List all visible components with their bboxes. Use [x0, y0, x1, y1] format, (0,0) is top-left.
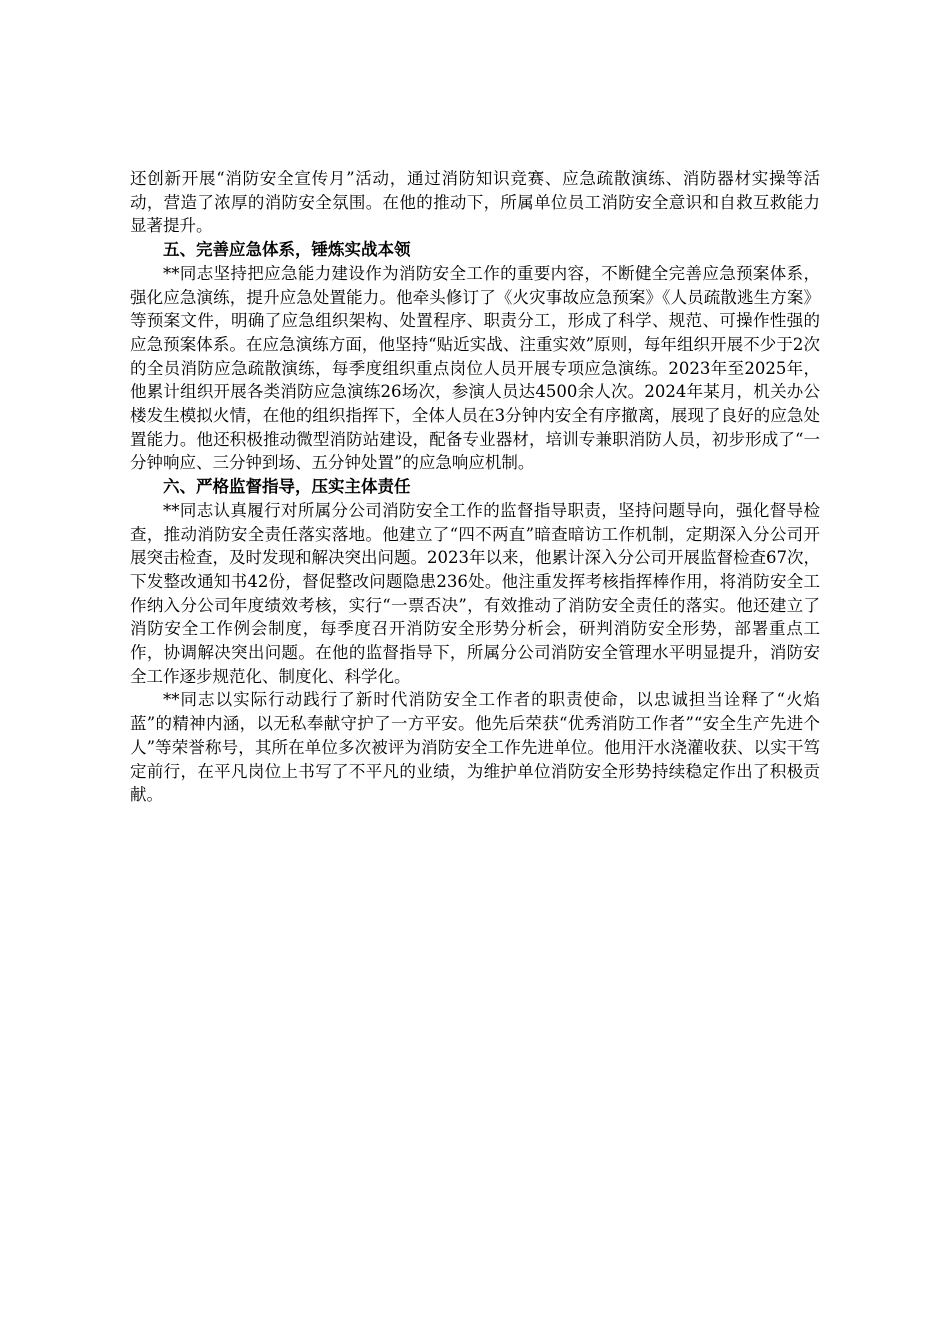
paragraph-supervision: **同志认真履行对所属分公司消防安全工作的监督指导职责，坚持问题导向，强化督导检查，推动消防安全责任落实落地。他建立了“四不两直”暗查暗访工作机制，定期深入分公司开展突击检查，及时发现和解决突出问题。2023年以来，他累计深入分公司开展监督检查67次，下发整改通知书42份，督促整改问题隐患236处。他注重发挥考核指挥棒作用，将消防安全工作纳入分公司年度绩效考核，实行“一票否决”，有效推动了消防安全责任的落实。他还建立了消防安全工作例会制度，每季度召开消防安全形势分析会，研判消防安全形势，部署重点工作，协调解决突出问题。在他的监督指导下，所属分公司消防安全管理水平明显提升，消防安全工作逐步规范化、制度化、科学化。: [130, 500, 820, 686]
paragraph-emergency: **同志坚持把应急能力建设作为消防安全工作的重要内容，不断健全完善应急预案体系，强化应急演练，提升应急处置能力。他牵头修订了《火灾事故应急预案》《人员疏散逃生方案》等预案文件，明确了应急组织架构、处置程序、职责分工，形成了科学、规范、可操作性强的应急预案体系。在应急演练方面，他坚持“贴近实战、注重实效”原则，每年组织开展不少于2次的全员消防应急疏散演练，每季度组织重点岗位人员开展专项应急演练。2023年至2025年，他累计组织开展各类消防应急演练26场次，参演人员达4500余人次。2024年某月，机关办公楼发生模拟火情，在他的组织指挥下，全体人员在3分钟内安全有序撤离，展现了良好的应急处置能力。他还积极推动微型消防站建设，配备专业器材，培训专兼职消防人员，初步形成了“一分钟响应、三分钟到场、五分钟处置”的应急响应机制。: [130, 263, 820, 473]
section-heading-five: 五、完善应急体系，锤炼实战本领: [163, 240, 411, 260]
paragraph-conclusion: **同志以实际行动践行了新时代消防安全工作者的职责使命，以忠诚担当诠释了“火焰蓝”的精神内涵，以无私奉献守护了一方平安。他先后荣获“优秀消防工作者”“安全生产先进个人”等荣誉称号，其所在单位多次被评为消防安全工作先进单位。他用汗水浇灌收获、以实干笃定前行，在平凡岗位上书写了不平凡的业绩，为维护单位消防安全形势持续稳定作出了积极贡献。: [130, 690, 820, 805]
section-heading-six: 六、严格监督指导，压实主体责任: [163, 477, 411, 497]
paragraph-continued: 还创新开展“消防安全宣传月”活动，通过消防知识竞赛、应急疏散演练、消防器材实操等活动，营造了浓厚的消防安全氛围。在他的推动下，所属单位员工消防安全意识和自救互救能力显著提升。: [130, 169, 820, 236]
document-body: [130, 167, 820, 807]
